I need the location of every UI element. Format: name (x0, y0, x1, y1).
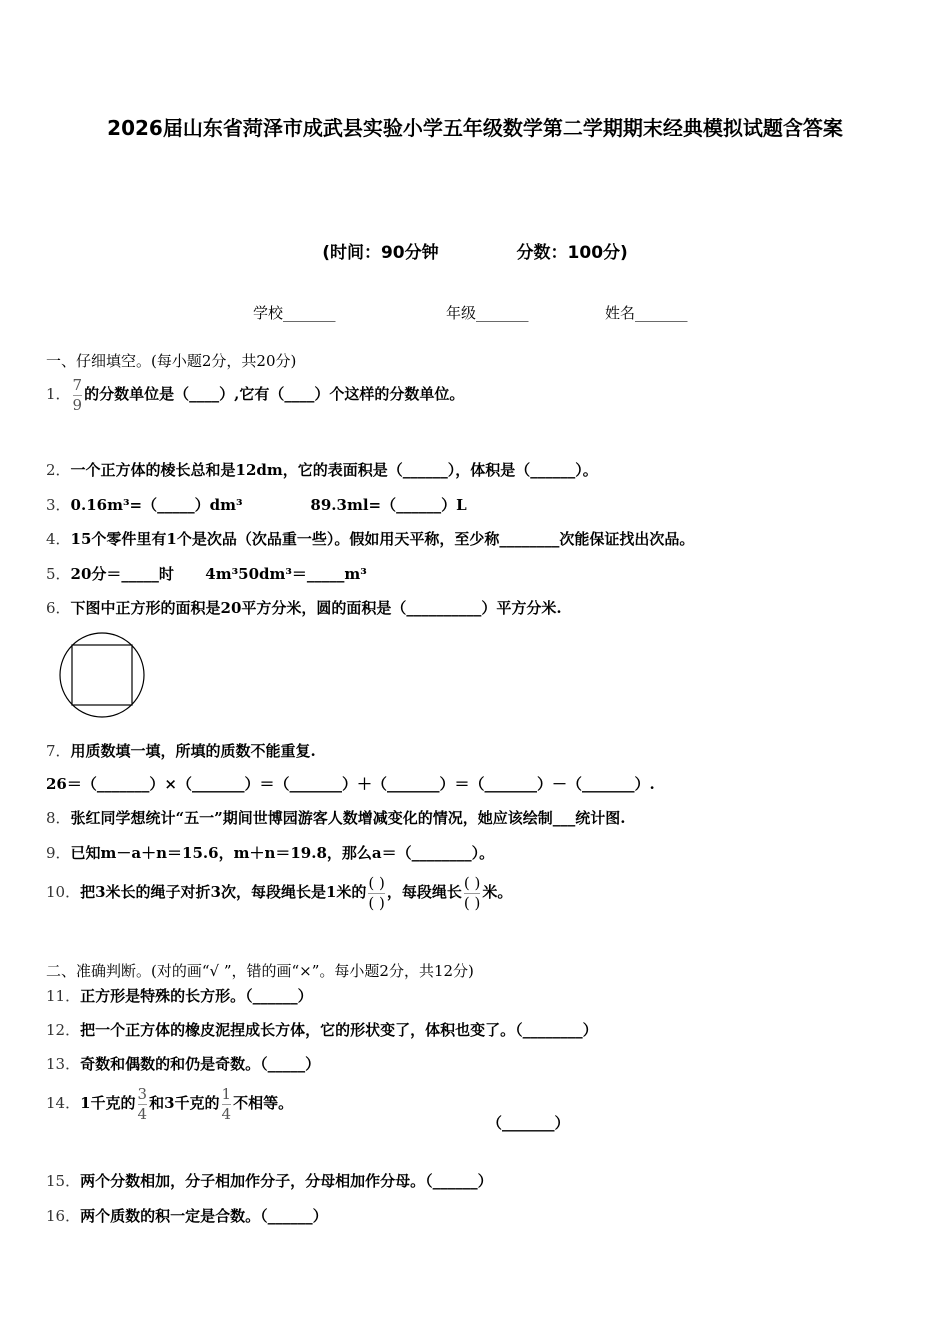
question-number: 9． (46, 844, 71, 862)
question-number: 15． (46, 1172, 81, 1190)
question-6 (46, 597, 562, 618)
fraction-denominator: 4 (137, 1104, 148, 1123)
fraction (138, 1086, 148, 1122)
section-1-heading: 一、仔细填空。(每小题2分，共20分) (46, 352, 297, 370)
fraction-numerator: 3 (137, 1085, 148, 1103)
section-2-heading: 二、准确判断。(对的画“√ ”，错的画“×”。每小题2分，共12分) (46, 962, 474, 980)
question-text: ，每段绳长 (386, 883, 462, 901)
question-14-answer-blank[interactable] (487, 1112, 570, 1133)
exam-info (0, 238, 950, 263)
question-number: 1． (46, 385, 71, 403)
question-text: 已知m－a＋n＝15.6，m＋n＝19.8，那么a＝（________）。 (70, 844, 495, 862)
question-2 (46, 459, 598, 480)
question-16 (46, 1205, 328, 1226)
exam-time: (时间：90分钟 (322, 243, 439, 263)
fraction-numerator: 1 (221, 1085, 232, 1103)
question-14 (46, 1086, 293, 1122)
question-text: 26＝（_______）×（_______）＝（_______）＋（_______）＝（_______）－（_______）. (46, 775, 655, 793)
question-text: 下图中正方形的面积是20平方分米，圆的面积是（__________）平方分米. (70, 599, 562, 617)
fraction-denominator: ( ) (368, 893, 385, 912)
question-text: 1千克的 (80, 1094, 136, 1112)
grade-field[interactable]: 年级_______ (446, 304, 529, 322)
question-number: 10． (46, 883, 81, 901)
question-text: 20分＝_____时 4m³50dm³＝_____m³ (70, 565, 367, 583)
question-7 (46, 740, 316, 761)
question-text: 0.16m³=（_____）dm³ 89.3ml=（______）L (70, 496, 467, 514)
question-text: 米。 (482, 883, 513, 901)
question-number: 14． (46, 1094, 81, 1112)
exam-score: 分数：100分) (516, 243, 628, 263)
question-text: 两个分数相加，分子相加作分子，分母相加作分母。（______） (80, 1172, 493, 1190)
question-1 (46, 377, 464, 413)
question-number: 16． (46, 1207, 81, 1225)
question-10 (46, 875, 512, 911)
question-text: 把一个正方体的橡皮泥捏成长方体，它的形状变了，体积也变了。（________） (80, 1021, 598, 1039)
question-number: 13． (46, 1055, 81, 1073)
name-field[interactable]: 姓名_______ (605, 304, 688, 322)
question-text: 用质数填一填，所填的质数不能重复. (70, 742, 316, 760)
circle-square-diagram (58, 631, 146, 719)
fraction (464, 875, 480, 911)
question-text: 的分数单位是（____）,它有（____）个这样的分数单位。 (84, 385, 465, 403)
question-text: 奇数和偶数的和仍是奇数。（_____） (80, 1055, 321, 1073)
question-text: 和3千克的 (149, 1094, 220, 1112)
question-3 (46, 494, 467, 515)
question-13 (46, 1053, 320, 1074)
question-text: 两个质数的积一定是合数。（______） (80, 1207, 328, 1225)
fraction-numerator: 7 (72, 376, 83, 394)
question-12 (46, 1019, 598, 1040)
question-9 (46, 842, 494, 863)
question-number: 12． (46, 1021, 81, 1039)
question-text: 一个正方体的棱长总和是12dm，它的表面积是（______），体积是（______）。 (70, 461, 598, 479)
question-8 (46, 807, 626, 828)
question-text: 把3米长的绳子对折3次，每段绳长是1米的 (80, 883, 367, 901)
question-7-equation (46, 773, 655, 794)
fraction-denominator: 9 (72, 395, 83, 414)
question-11 (46, 985, 313, 1006)
school-field[interactable]: 学校_______ (253, 304, 336, 322)
question-number: 4． (46, 530, 71, 548)
fraction-numerator: ( ) (463, 874, 481, 892)
question-number: 2． (46, 461, 71, 479)
question-4 (46, 528, 694, 549)
fraction-numerator: ( ) (368, 874, 385, 892)
page-title: 2026届山东省菏泽市成武县实验小学五年级数学第二学期期末经典模拟试题含答案 (107, 116, 843, 140)
question-5 (46, 563, 367, 584)
question-number: 5． (46, 565, 71, 583)
question-number: 7． (46, 742, 71, 760)
answer-blank[interactable]: （_______） (487, 1114, 570, 1132)
question-text: 15个零件里有1个是次品（次品重一些）。假如用天平称，至少称________次能保证找出次品。 (70, 530, 695, 548)
fraction (368, 875, 384, 911)
question-number: 8． (46, 809, 71, 827)
question-text: 不相等。 (233, 1094, 294, 1112)
question-15 (46, 1170, 493, 1191)
question-text: 正方形是特殊的长方形。（______） (80, 987, 313, 1005)
question-text: 张红同学想统计“五一”期间世博园游客人数增减变化的情况，她应该绘制___统计图. (70, 809, 626, 827)
question-number: 11． (46, 987, 81, 1005)
fraction (73, 377, 83, 413)
fraction-denominator: 4 (221, 1104, 232, 1123)
question-number: 6． (46, 599, 71, 617)
fraction-denominator: ( ) (463, 893, 481, 912)
question-number: 3． (46, 496, 71, 514)
fraction (222, 1086, 232, 1122)
